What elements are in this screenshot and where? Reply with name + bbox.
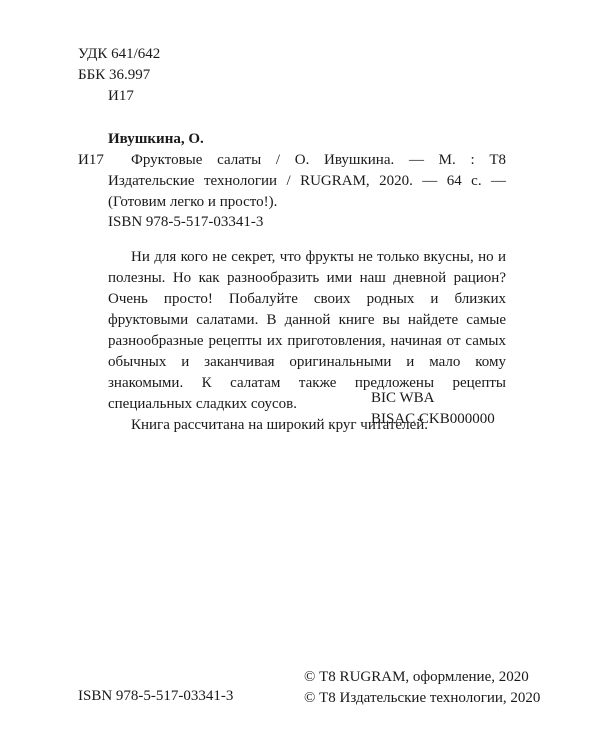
- record-isbn: ISBN 978-5-517-03341-3: [108, 214, 264, 230]
- annotation-paragraph: Книга рассчитана на широкий круг читателей.: [131, 417, 429, 433]
- annotation-paragraph: Ни для кого не секрет, что фрукты не только вкусны, но и полезны. Но как разнообразить ими наш дневной рацион? Очень просто! Побалуйте своих родных и близких фруктовыми салатами. В данной книге вы найдете самые разнообразные рецепты их приготовления, начиная от самых обычных и заканчивая оригинальными и мало кому знакомыми. К салатам также предложены рецепты специальных сладких соусов.: [108, 249, 506, 412]
- author-mark: И17: [108, 88, 134, 104]
- udc-code: УДК 641/642: [78, 46, 161, 62]
- copyright-line: © Т8 Издательские технологии, 2020: [304, 690, 541, 706]
- copyright-line: © Т8 RUGRAM, оформление, 2020: [304, 669, 529, 685]
- bic-code: BIC WBA: [371, 390, 435, 406]
- bibliographic-description: Фруктовые салаты / О. Ивушкина. — М. : Т8 Издательские технологии / RUGRAM, 2020. — 64 с. — (Готовим легко и просто!).: [108, 152, 506, 210]
- bisac-code: BISAC CKB000000: [371, 411, 495, 427]
- record-margin-code: И17: [78, 152, 104, 168]
- bbk-code: ББК 36.997: [78, 67, 151, 83]
- record-author: Ивушкина, О.: [108, 131, 204, 147]
- footer-isbn: ISBN 978-5-517-03341-3: [78, 688, 234, 704]
- annotation: [108, 247, 506, 436]
